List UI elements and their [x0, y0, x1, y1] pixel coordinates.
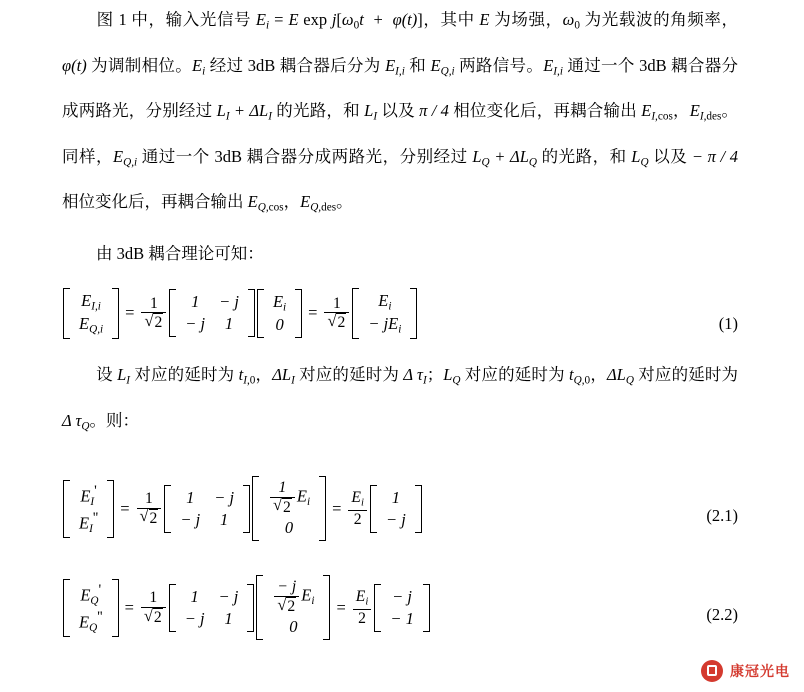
symbol-tQ0: $t_{Q,0}$	[569, 365, 591, 387]
equation-1-line	[62, 288, 738, 339]
symbol-dtauI: Δ $\tau_I$	[403, 365, 427, 387]
p1-seg-12: 相位变化后，再耦合输出	[448, 101, 642, 121]
p1-seg-20: 。	[336, 192, 353, 212]
symbol-EQdes: $E_{Q,des}$	[300, 192, 337, 214]
p1-seg-14: 。同样，	[62, 101, 739, 166]
p3-seg-1: 设	[96, 365, 118, 385]
formula-phase: j	[331, 10, 337, 29]
symbol-EIdes: $E_{I,des}$	[689, 101, 722, 123]
symbol-EIi: $E_{I,i}$	[385, 55, 405, 78]
fraction-22-a: 1 √ 2	[141, 589, 166, 626]
p3-seg-3: ，	[255, 365, 273, 385]
equation-2-1-block	[0, 476, 804, 541]
symbol-dLI: $\Delta L_I$	[272, 365, 295, 387]
equals-2: =	[308, 303, 318, 323]
matrix-input-22: − j √ 2 $E_i$ 0	[256, 575, 330, 640]
matrix-Ei-0: $E_i$ 0	[257, 289, 302, 339]
p1-seg-5: 为调制相位。	[86, 55, 193, 75]
symbol-Ei: $E_i$	[255, 10, 270, 32]
symbol-Ei-2: $E_i$	[192, 55, 206, 78]
p3-seg-5: ；	[426, 365, 444, 385]
symbol-omega0: $\omega_0t$	[341, 10, 364, 32]
p3-seg-2: 对应的延时为	[130, 365, 239, 385]
paragraph-2	[0, 234, 804, 274]
symbol-dLQ: $\Delta L_Q$	[606, 365, 634, 387]
equals-22a: =	[124, 597, 134, 617]
symbol-EQi-2: $E_{Q,i}$	[113, 146, 138, 169]
equation-2-2-line	[62, 575, 738, 640]
p1-seg-17: 以及	[648, 146, 692, 166]
symbol-pi-4: π / 4	[419, 101, 449, 121]
p1-seg-15: 通过一个 3dB 耦合器分成两路光，分别经过	[137, 146, 473, 166]
equals-21b: =	[332, 498, 342, 518]
p1-seg-6: 经过 3dB 耦合器后分为	[205, 55, 386, 75]
p3-seg-7: ，	[590, 365, 607, 385]
symbol-E: E	[479, 10, 490, 29]
symbol-tI0: $t_{I,0}$	[238, 365, 256, 387]
p3-seg-6: 对应的延时为	[460, 365, 570, 385]
equals-1: =	[125, 303, 135, 323]
wechat-logo-icon	[701, 660, 723, 682]
equation-2-2-block	[0, 575, 804, 640]
fraction-1-over-sqrt2: 1 √ 2	[141, 295, 166, 332]
symbol-LQ-3: $L_Q$	[443, 365, 461, 387]
p1-seg-3: 为场强，	[489, 10, 563, 29]
fraction-1-over-sqrt2-b: 1 √ 2	[324, 295, 349, 332]
p1-seg-10: 的光路，和	[271, 101, 365, 121]
fraction-Ei-over-2-b: $\frac{E_i}{2}$	[353, 588, 372, 627]
matrix-coupler-1: 1 − j − j 1	[169, 289, 255, 337]
symbol-LI-dLI: $L_I + \Delta L_I$	[216, 101, 272, 123]
symbol-LQ-dLQ: $L_Q + \Delta L_Q$	[472, 146, 537, 169]
p2-text: 由 3dB 耦合理论可知：	[96, 243, 264, 263]
p1-seg-2: ，其中	[422, 10, 480, 29]
equation-number-1: (1)	[718, 313, 738, 333]
p1-seg-7: 和	[404, 55, 431, 75]
p3-seg-8: 对应的延时为	[633, 365, 739, 385]
p1-seg-8: 两路信号。	[454, 55, 544, 75]
p1-seg-1: 图 1 中，输入光信号	[96, 10, 256, 29]
symbol-phi: φ(t)	[62, 55, 87, 75]
symbol-LQ: $L_Q$	[631, 146, 649, 169]
equation-number-2-1: (2.1)	[706, 506, 738, 526]
fraction-Ei-over-2: $\frac{E_i}{2}$	[348, 489, 367, 528]
matrix-coupler-22: 1 − j − j 1	[169, 584, 255, 632]
symbol-phi-t: φ(t)	[392, 10, 418, 29]
matrix-input-21: 1 √ 2 $E_i$ 0	[252, 476, 326, 541]
paragraph-3	[0, 355, 804, 446]
p1-seg-11: 以及	[377, 101, 420, 121]
formula-field: E	[288, 10, 299, 29]
symbol-LI-3: $L_I$	[117, 365, 131, 387]
p3-seg-4: 对应的延时为	[294, 365, 404, 385]
bracket-close: ]	[417, 10, 423, 29]
matrix-coupler-21: 1 − j − j 1	[164, 485, 250, 533]
p1-seg-9: 通过一个 3dB 耦合器分成两路光，分别经过	[62, 55, 739, 121]
watermark	[701, 660, 790, 682]
symbol-EQcos: $E_{Q,cos}$	[247, 192, 284, 214]
equation-2-1-line	[62, 476, 738, 541]
symbol-neg-pi-4: − π / 4	[691, 146, 739, 166]
p1-seg-18: 相位变化后，再耦合输出	[62, 192, 248, 212]
p1-seg-16: 的光路，和	[536, 146, 632, 166]
matrix-EI-primes: $E_I'$ $E_I''$	[63, 480, 114, 538]
p1-seg-13: ，	[672, 101, 690, 121]
equals-sign: =	[274, 10, 284, 29]
watermark-text: 康冠光电	[730, 663, 790, 679]
matrix-EQ-primes: $E_Q'$ $E_Q''$	[63, 579, 119, 637]
exp-operator: exp	[303, 10, 328, 29]
symbol-dtauQ: Δ $\tau_Q$	[62, 410, 90, 433]
plus-sign: +	[373, 10, 383, 29]
p3-seg-9: 。则：	[89, 410, 140, 430]
matrix-EI-EQ: $E_{I,i}$ $E_{Q,i}$	[63, 288, 119, 339]
equation-number-2-2: (2.2)	[706, 605, 738, 625]
symbol-EQi: $E_{Q,i}$	[430, 55, 455, 78]
bracket-open: [	[336, 10, 342, 29]
p1-seg-19: ，	[283, 192, 301, 212]
symbol-EIcos: $E_{I,cos}$	[641, 101, 673, 123]
equation-1-block	[0, 288, 804, 339]
symbol-omega-0: $\omega_0$	[562, 10, 580, 32]
equals-22b: =	[336, 597, 346, 617]
fraction-21-a: 1 √ 2	[137, 490, 162, 527]
p1-seg-4: 为光载波的角频率，	[579, 10, 739, 29]
symbol-LI: $L_I$	[364, 101, 378, 123]
symbol-EIi-2: $E_{I,i}$	[543, 55, 563, 78]
matrix-result-1: $E_i$ − $jE_i$	[352, 288, 417, 339]
matrix-result-21: 1 − j	[370, 485, 422, 533]
paragraph-1	[0, 0, 804, 228]
matrix-result-22: − j − 1	[374, 584, 430, 632]
equals-21a: =	[120, 498, 130, 518]
